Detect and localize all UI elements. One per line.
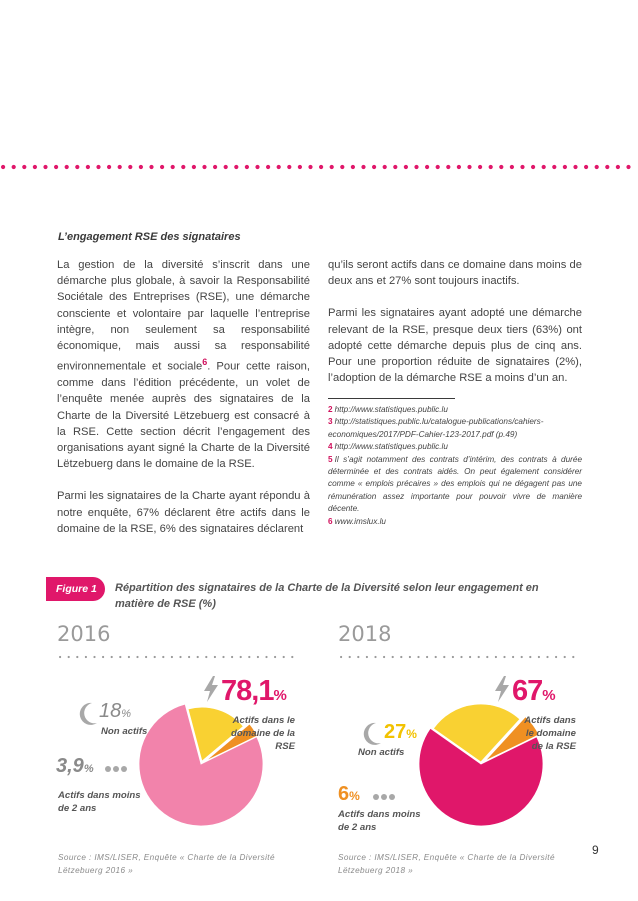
divider-dot <box>595 165 599 169</box>
divider-dot <box>393 165 397 169</box>
footnote-ref-6[interactable]: 6 <box>202 357 208 368</box>
divider-dot <box>520 165 524 169</box>
divider-dot <box>111 656 113 658</box>
divider-dot <box>486 656 488 658</box>
divider-dot <box>1 165 5 169</box>
divider-dot <box>499 165 503 169</box>
divider-dot <box>85 656 87 658</box>
divider-dot <box>255 165 259 169</box>
ellipsis-icon <box>372 793 396 801</box>
divider-dot <box>231 656 233 658</box>
chart-2018-source: Source : IMS/LISER, Enquête « Charte de la Diversité Lëtzebuerg 2018 » <box>338 853 555 875</box>
divider-dot <box>188 656 190 658</box>
divider-dot <box>222 656 224 658</box>
divider-dot <box>383 165 387 169</box>
divider-dot <box>626 165 630 169</box>
divider-dot <box>521 656 523 658</box>
chart-2016-source: Source : IMS/LISER, Enquête « Charte de la Diversité Lëtzebuerg 2016 » <box>58 853 275 875</box>
divider-dot <box>457 165 461 169</box>
divider-dot <box>446 165 450 169</box>
divider-dot <box>374 656 376 658</box>
divider-dot <box>584 165 588 169</box>
divider-dot <box>414 165 418 169</box>
divider-dot <box>361 165 365 169</box>
divider-dot <box>240 656 242 658</box>
divider-dot <box>171 656 173 658</box>
divider-dot <box>489 165 493 169</box>
divider-dot <box>224 165 228 169</box>
divider-dot <box>298 165 302 169</box>
footnote-6[interactable]: 6 www.imslux.lu <box>328 516 386 526</box>
moon-icon <box>362 722 382 746</box>
chart-2016-inactive-label: Non actifs <box>101 726 148 737</box>
chart-2016-inactive-value: 18% <box>99 700 132 722</box>
divider-dot <box>366 656 368 658</box>
divider-dot <box>400 656 402 658</box>
divider-dot <box>546 656 548 658</box>
divider-dot <box>605 165 609 169</box>
divider-dot <box>171 165 175 169</box>
divider-dot <box>409 656 411 658</box>
footnote-4[interactable]: 4 http://www.statistiques.public.lu <box>328 442 448 452</box>
divider-dot <box>372 165 376 169</box>
divider-dot <box>308 165 312 169</box>
divider-dot <box>22 165 26 169</box>
divider-dot <box>181 165 185 169</box>
divider-dot <box>76 656 78 658</box>
divider-dot <box>192 165 196 169</box>
divider-dot <box>265 656 267 658</box>
divider-dot <box>33 165 37 169</box>
chart-2016-soon-label: Actifs dans moins de 2 ans <box>58 790 141 814</box>
divider-dot <box>357 656 359 658</box>
divider-dot <box>59 656 61 658</box>
divider-dot <box>435 656 437 658</box>
divider-dot <box>529 656 531 658</box>
divider-dot <box>510 165 514 169</box>
chart-2018-dotted-underline <box>339 653 575 661</box>
divider-dot <box>291 656 293 658</box>
divider-dot <box>552 165 556 169</box>
divider-dot <box>160 165 164 169</box>
divider-dot <box>274 656 276 658</box>
divider-dot <box>213 165 217 169</box>
left-paragraph-1: La gestion de la diversité s’inscrit dans une démarche plus globale, à savoir la Responsabilité Sociétale des Entreprises (RSE), une démarche consciente et volontaire par laquelle l’entreprise intègre, non seulement sa responsabilité économique, mais aussi sa responsabilité environnementale et sociale$^6$. Pour cette raison, comme dans l’édition précédente, un volet de l’enquête menée auprès des signataires de la Charte de la Diversité Lëtzebuerg est consacré à la RSE. Cette section décrit l’engagement des organisations ayant signé la Charte de la Diversité Lëtzebuerg dans le domaine de la RSE. <box>57 259 310 471</box>
footnotes <box>328 404 582 528</box>
divider-dot <box>107 165 111 169</box>
divider-dot <box>425 165 429 169</box>
chart-2018-inactive-value: 27% <box>384 721 417 743</box>
chart-2018-inactive-label: Non actifs <box>358 747 405 758</box>
divider-dot <box>136 656 138 658</box>
divider-dot <box>417 656 419 658</box>
left-column <box>57 257 310 553</box>
divider-dot <box>54 165 58 169</box>
left-paragraph-2: Parmi les signataires de la Charte ayant répondu à notre enquête, 67% déclarent être actifs dans le domaine de la RSE, 6% des signataires déclarent <box>57 490 310 535</box>
divider-dot <box>319 165 323 169</box>
lightning-icon <box>494 676 510 702</box>
divider-dot <box>436 165 440 169</box>
chart-2016-dotted-underline <box>58 653 294 661</box>
chart-2016-active-value: 78,1% <box>221 675 287 707</box>
divider-dot <box>43 165 47 169</box>
footnote-5: 5 Il s’agit notamment des contrats d’intérim, des contrats à durée déterminée et des contrats aidés. On peut également considérer comme « emplois précaires » des emplois qui ne dégagent pas une rémunération assez importante pour pouvoir vivre de manière décente. <box>328 454 582 514</box>
divider-dot <box>277 165 281 169</box>
divider-dot <box>452 656 454 658</box>
moon-icon <box>78 702 98 726</box>
divider-dot <box>149 165 153 169</box>
lightning-icon <box>203 676 219 702</box>
divider-dot <box>478 656 480 658</box>
divider-dot <box>257 656 259 658</box>
divider-dot <box>512 656 514 658</box>
divider-dot <box>128 656 130 658</box>
divider-dot <box>555 656 557 658</box>
chart-2018-active-value: 67% <box>512 675 556 707</box>
divider-dot <box>154 656 156 658</box>
divider-dot <box>202 165 206 169</box>
divider-dot <box>287 165 291 169</box>
divider-dot <box>531 165 535 169</box>
footnote-2[interactable]: 2 http://www.statistiques.public.lu <box>328 405 448 414</box>
divider-dot <box>86 165 90 169</box>
divider-dot <box>234 165 238 169</box>
divider-dot <box>197 656 199 658</box>
chart-2016-active-label: Actifs dans le domaine de la RSE <box>231 715 295 752</box>
footnote-3[interactable]: 3 http://statistiques.public.lu/catalogue-publications/cahiers-economiques/2017/PDF-Cahier-123-2017.pdf (p.49) <box>328 417 544 439</box>
chart-2016-soon-value: 3,9% <box>56 755 94 777</box>
right-column <box>328 257 582 402</box>
divider-dot <box>12 165 16 169</box>
right-paragraph-2: Parmi les signataires ayant adopté une démarche relevant de la RSE, presque deux tiers (63%) ont adopté cette démarche depuis plus de cinq ans. Pour une proportion réduite de signataires (2%), l’adoption de la démarche RSE a moins d’un an. <box>328 307 582 385</box>
divider-dot <box>68 656 70 658</box>
divider-dot <box>145 656 147 658</box>
figure-caption: Répartition des signataires de la Charte de la Diversité selon leur engagement en matière de RSE (%) <box>115 582 539 610</box>
divider-dot <box>538 656 540 658</box>
footnote-rule <box>328 398 455 399</box>
divider-dot <box>469 656 471 658</box>
divider-dot <box>93 656 95 658</box>
divider-dot <box>139 165 143 169</box>
divider-dot <box>119 656 121 658</box>
divider-dot <box>564 656 566 658</box>
chart-2018-soon-label: Actifs dans moins de 2 ans <box>338 809 421 833</box>
divider-dot <box>443 656 445 658</box>
divider-dot <box>478 165 482 169</box>
divider-dot <box>283 656 285 658</box>
top-dotted-divider <box>0 163 638 171</box>
divider-dot <box>340 165 344 169</box>
divider-dot <box>495 656 497 658</box>
divider-dot <box>205 656 207 658</box>
divider-dot <box>330 165 334 169</box>
divider-dot <box>245 165 249 169</box>
divider-dot <box>467 165 471 169</box>
divider-dot <box>214 656 216 658</box>
divider-dot <box>102 656 104 658</box>
divider-dot <box>179 656 181 658</box>
divider-dot <box>573 165 577 169</box>
divider-dot <box>542 165 546 169</box>
divider-dot <box>128 165 132 169</box>
figure-badge: Figure 1 <box>46 577 105 601</box>
divider-dot <box>383 656 385 658</box>
divider-dot <box>426 656 428 658</box>
divider-dot <box>460 656 462 658</box>
divider-dot <box>65 165 69 169</box>
page-number: 9 <box>592 843 599 857</box>
divider-dot <box>96 165 100 169</box>
divider-dot <box>616 165 620 169</box>
divider-dot <box>340 656 342 658</box>
divider-dot <box>351 165 355 169</box>
chart-2018-soon-value: 6% <box>338 783 360 805</box>
divider-dot <box>404 165 408 169</box>
divider-dot <box>75 165 79 169</box>
divider-dot <box>162 656 164 658</box>
right-paragraph-1: qu’ils seront actifs dans ce domaine dans moins de deux ans et 27% sont toujours inactifs. <box>328 259 582 288</box>
divider-dot <box>266 165 270 169</box>
divider-dot <box>503 656 505 658</box>
divider-dot <box>118 165 122 169</box>
section-title: L’engagement RSE des signataires <box>58 231 241 243</box>
divider-dot <box>572 656 574 658</box>
divider-dot <box>248 656 250 658</box>
chart-2018-year: 2018 <box>338 622 392 646</box>
chart-2018-active-label: Actifs dans le domaine de la RSE <box>524 715 576 752</box>
divider-dot <box>349 656 351 658</box>
divider-dot <box>563 165 567 169</box>
chart-2016-year: 2016 <box>57 622 111 646</box>
divider-dot <box>392 656 394 658</box>
ellipsis-icon <box>104 765 128 773</box>
